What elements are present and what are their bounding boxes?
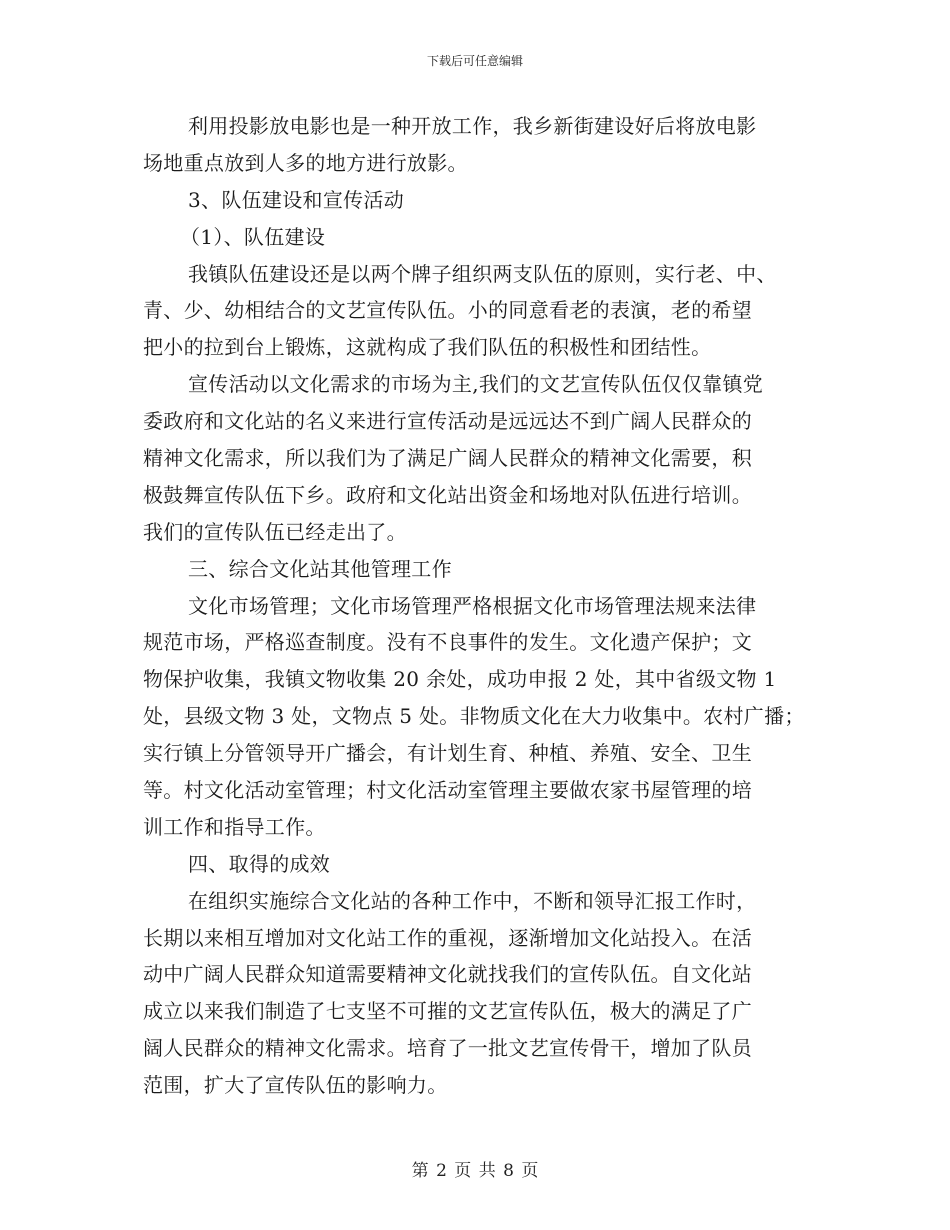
paragraph-line: 长期以来相互增加对文化站工作的重视，逐渐增加文化站投入。在活 (143, 925, 752, 950)
subsection-heading: （1）、队伍建设 (180, 224, 326, 249)
paragraph-line: 宣传活动以文化需求的市场为主,我们的文艺宣传队伍仅仅靠镇党 (188, 372, 764, 397)
paragraph-line: 训工作和指导工作。 (143, 814, 326, 839)
paragraph-line: 青、少、幼相结合的文艺宣传队伍。小的同意看老的表演，老的希望 (143, 298, 752, 323)
paragraph-line: 动中广阔人民群众知道需要精神文化就找我们的宣传队伍。自文化站 (143, 962, 752, 987)
paragraph-line: 精神文化需求，所以我们为了满足广阔人民群众的精神文化需要，积 (143, 446, 752, 471)
paragraph-line: 成立以来我们制造了七支坚不可摧的文艺宣传队伍，极大的满足了广 (143, 999, 752, 1024)
paragraph-line: 场地重点放到人多的地方进行放影。 (143, 150, 468, 175)
page-number: 第 2 页 共 8 页 (411, 1161, 539, 1181)
paragraph-line: 处，县级文物 3 处，文物点 5 处。非物质文化在大力收集中。农村广播； (143, 704, 805, 729)
paragraph-line: 把小的拉到台上锻炼，这就构成了我们队伍的积极性和团结性。 (143, 335, 712, 360)
paragraph-line: 我镇队伍建设还是以两个牌子组织两支队伍的原则，实行老、中、 (188, 261, 777, 286)
paragraph-line: 在组织实施综合文化站的各种工作中，不断和领导汇报工作时， (188, 888, 757, 913)
paragraph-line: 利用投影放电影也是一种开放工作，我乡新街建设好后将放电影 (188, 114, 757, 138)
section-heading: 三、综合文化站其他管理工作 (188, 556, 452, 581)
paragraph-line: 文化市场管理；文化市场管理严格根据文化市场管理法规来法律 (188, 593, 757, 618)
paragraph-line: 规范市场，严格巡查制度。没有不良事件的发生。文化遗产保护；文 (143, 630, 752, 655)
paragraph-line: 极鼓舞宣传队伍下乡。政府和文化站出资金和场地对队伍进行培训。 (143, 482, 752, 507)
paragraph-line: 委政府和文化站的名义来进行宣传活动是远远达不到广阔人民群众的 (143, 409, 752, 434)
paragraph-line: 等。村文化活动室管理；村文化活动室管理主要做农家书屋管理的培 (143, 778, 752, 803)
paragraph-line: 实行镇上分管领导开广播会，有计划生育、种植、养殖、安全、卫生 (143, 741, 752, 766)
paragraph-line: 物保护收集，我镇文物收集 20 余处，成功申报 2 处，其中省级文物 1 (143, 667, 777, 692)
paragraph-line: 我们的宣传队伍已经走出了。 (143, 519, 407, 544)
page-header: 下载后可任意编辑 (426, 54, 523, 68)
paragraph-line: 阔人民群众的精神文化需求。培育了一批文艺宣传骨干，增加了队员 (143, 1036, 752, 1061)
section-heading: 四、取得的成效 (188, 851, 331, 876)
document-body (143, 108, 808, 1104)
paragraph-line: 范围，扩大了宣传队伍的影响力。 (143, 1073, 448, 1098)
section-heading: 3、队伍建设和宣传活动 (188, 187, 405, 212)
